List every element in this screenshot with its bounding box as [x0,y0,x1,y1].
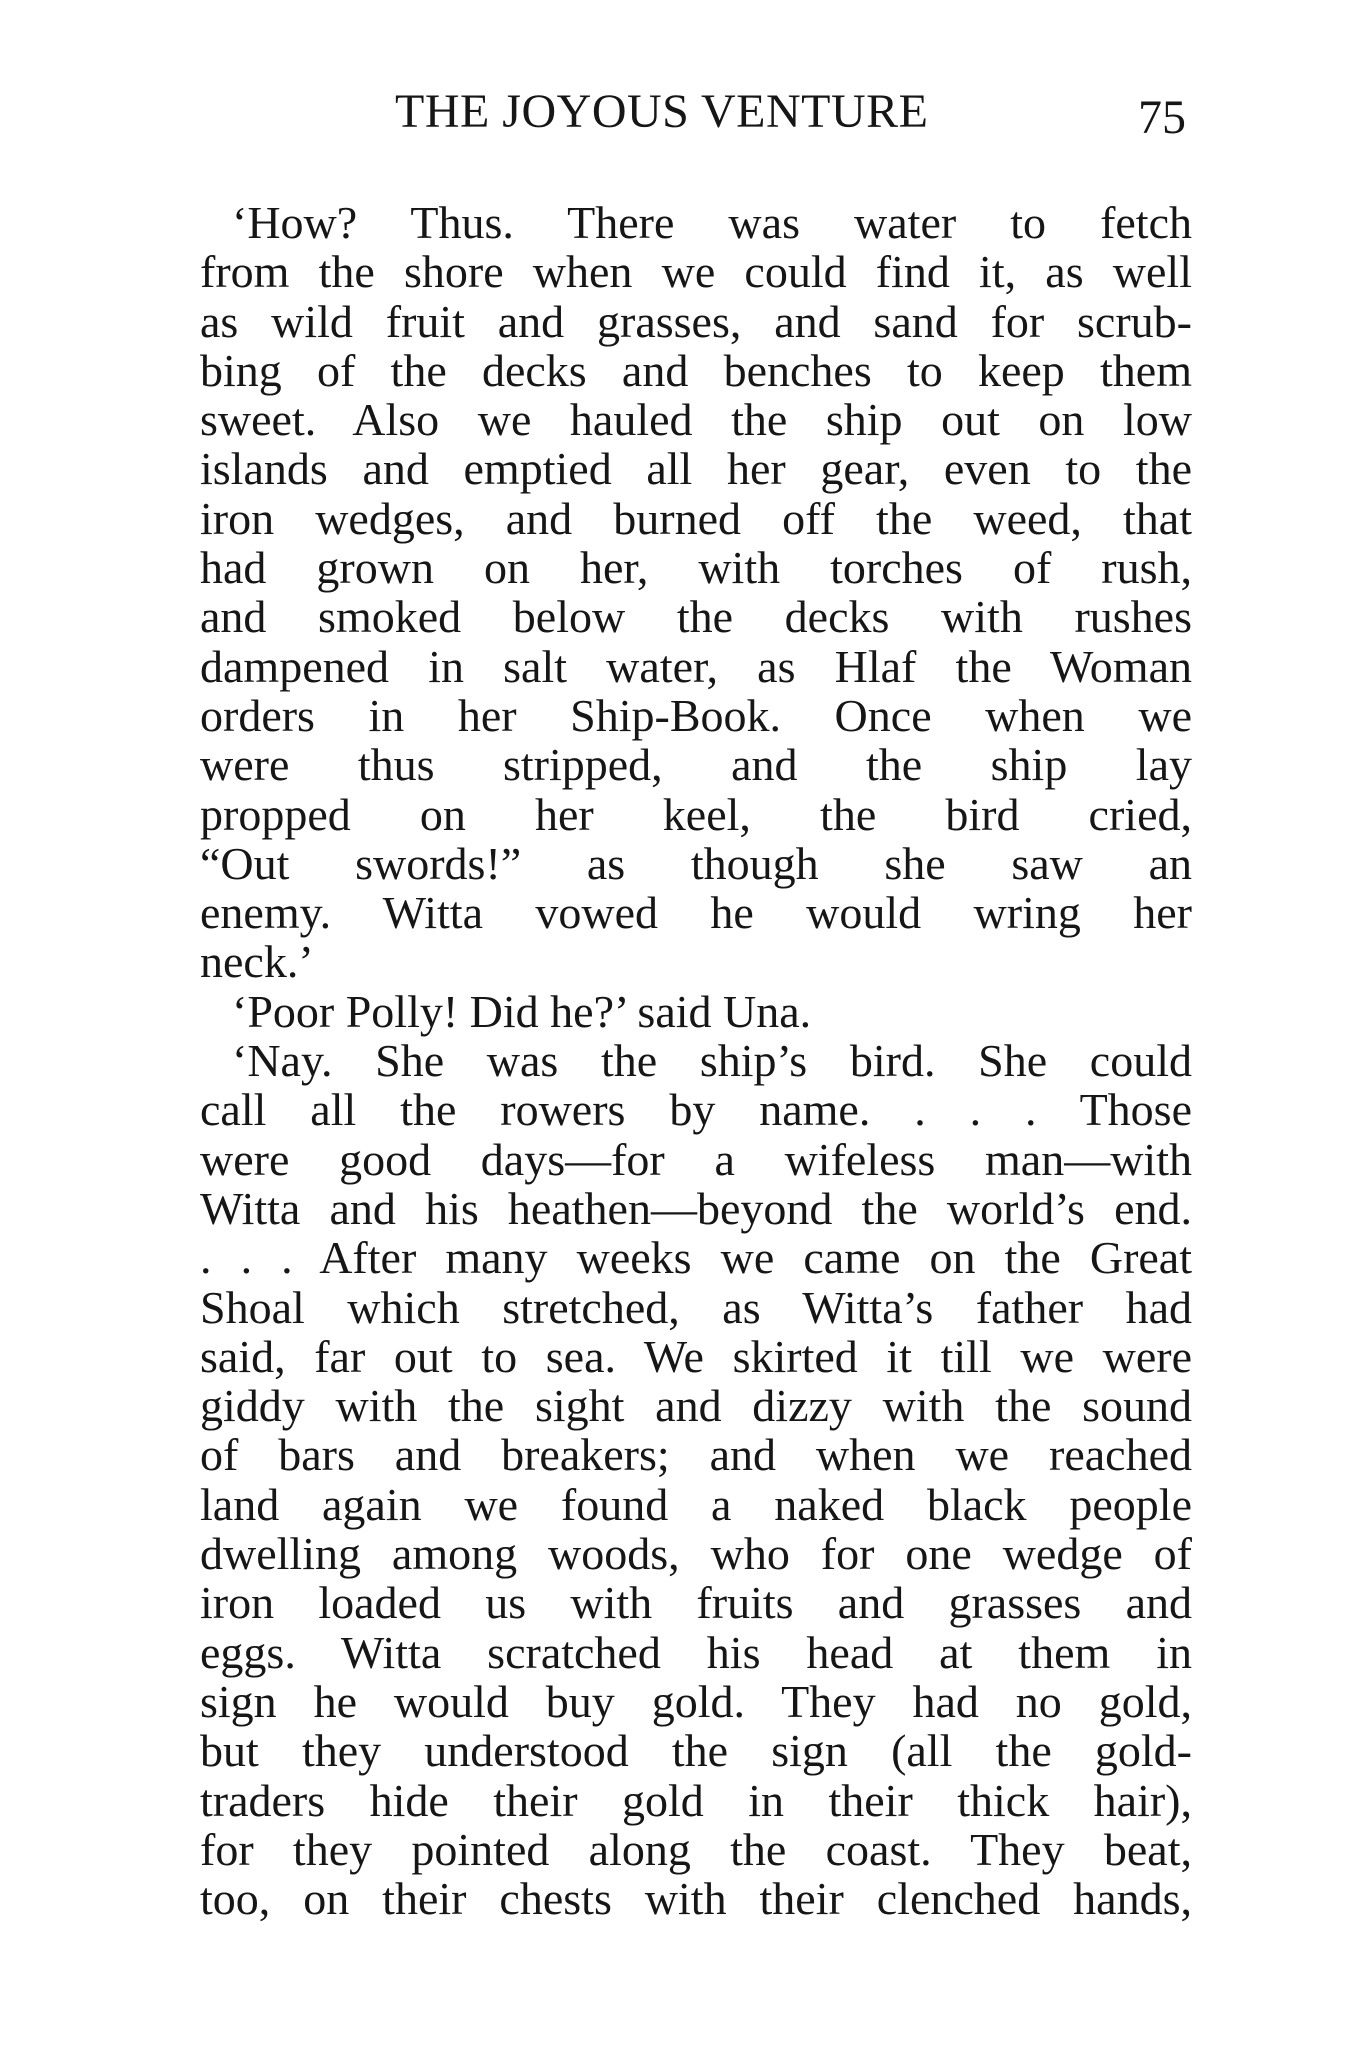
text-line: propped on her keel, the bird cried, [200,788,1192,840]
text-line: ‘Nay. She was the ship’s bird. She could [232,1035,1192,1087]
text-line: Witta and his heathen—beyond the world’s end. [200,1182,1192,1234]
text-line: ‘How? Thus. There was water to fetch [232,197,1192,248]
text-line: call all the rowers by name. . . . Those [200,1084,1192,1136]
text-line: bing of the decks and benches to keep them [200,344,1192,396]
text-line: had grown on her, with torches of rush, [200,542,1192,594]
text-line: from the shore when we could find it, as well [200,246,1192,298]
text-line: . . . After many weeks we came on the Great [200,1232,1192,1284]
text-line: but they understood the sign (all the gold- [200,1725,1192,1777]
text-line: iron loaded us with fruits and grasses and [200,1577,1192,1629]
text-line: for they pointed along the coast. They beat, [200,1823,1192,1875]
body-text [200,198,1192,1923]
text-line: too, on their chests with their clenched hands, [200,1873,1192,1925]
text-line: “Out swords!” as though she saw an [200,837,1192,889]
text-line: Shoal which stretched, as Witta’s father had [200,1281,1192,1333]
text-line: enemy. Witta vowed he would wring her [200,887,1192,939]
text-line: giddy with the sight and dizzy with the sound [200,1380,1192,1432]
text-line: islands and emptied all her gear, even to the [200,443,1192,495]
text-line: of bars and breakers; and when we reached [200,1429,1192,1481]
text-line: said, far out to sea. We skirted it till we were [200,1330,1192,1382]
text-line: iron wedges, and burned off the weed, that [200,492,1192,544]
text-line: dwelling among woods, who for one wedge of [200,1528,1192,1580]
running-title: THE JOYOUS VENTURE [395,85,929,138]
page-number: 75 [1138,91,1186,144]
text-line: neck.’ [200,936,314,988]
text-line: land again we found a naked black people [200,1478,1192,1530]
text-line: were thus stripped, and the ship lay [200,739,1192,791]
text-line: orders in her Ship-Book. Once when we [200,689,1192,741]
text-line: traders hide their gold in their thick hair), [200,1774,1192,1826]
text-line: dampened in salt water, as Hlaf the Woman [200,640,1192,692]
text-line: were good days—for a wifeless man—with [200,1133,1192,1185]
text-line: sign he would buy gold. They had no gold, [200,1675,1192,1727]
text-line: eggs. Witta scratched his head at them in [200,1626,1192,1678]
text-line: and smoked below the decks with rushes [200,591,1192,643]
text-line: sweet. Also we hauled the ship out on low [200,394,1192,446]
text-line: as wild fruit and grasses, and sand for scrub- [200,295,1192,347]
text-line: ‘Poor Polly! Did he?’ said Una. [232,985,812,1037]
